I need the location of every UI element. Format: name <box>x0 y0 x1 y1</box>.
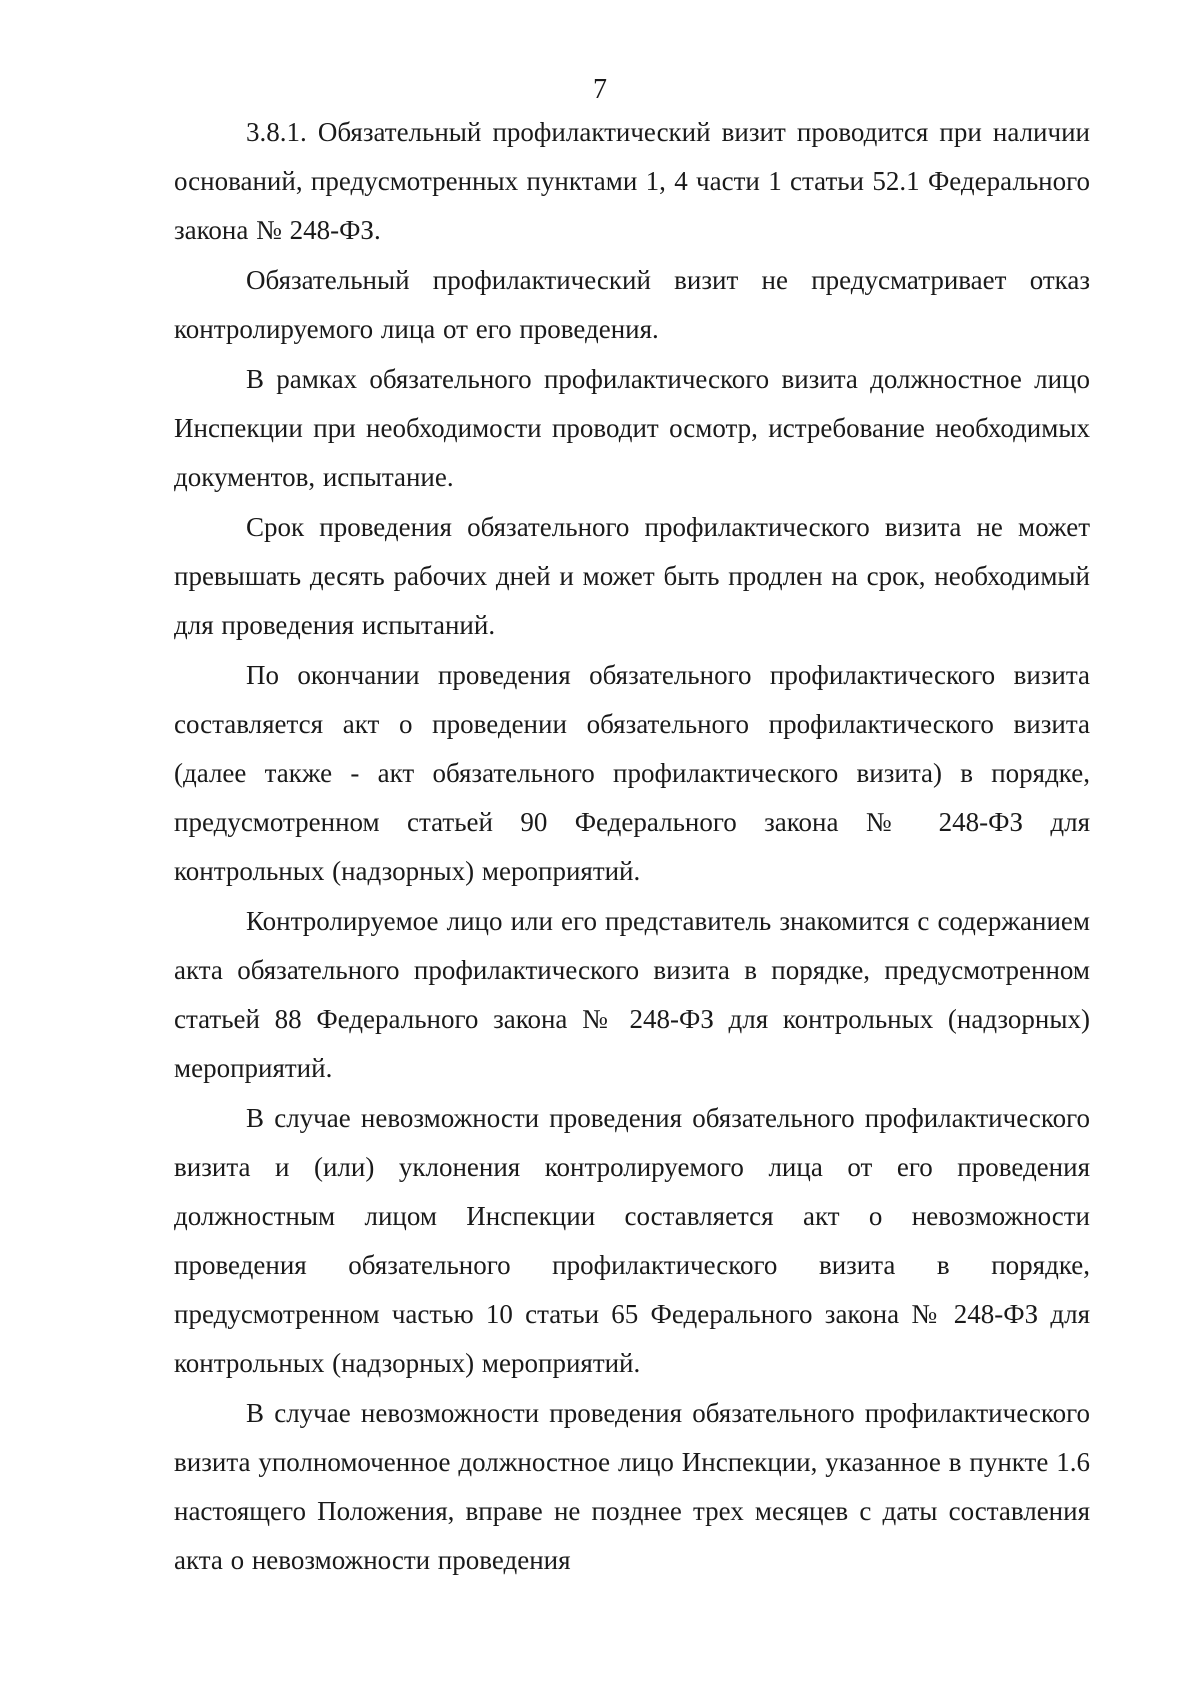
paragraph-3-8-1: 3.8.1. Обязательный профилактический визит проводится при наличии оснований, предусмотренных пунктами 1, 4 части 1 статьи 52.1 Федерального закона № 248-ФЗ. <box>174 117 1090 245</box>
paragraph-impossibility-act: В случае невозможности проведения обязательного профилактического визита и (или) уклонения контролируемого лица от его проведения должностным лицом Инспекции составляется акт о невозможности проведения обязательного профилактического визита в порядке, предусмотренном частью 10 статьи 65 Федерального закона № 248-ФЗ для контрольных (надзорных) мероприятий. <box>174 1103 1090 1378</box>
paragraph-act-familiarization: Контролируемое лицо или его представитель знакомится с содержанием акта обязательного профилактического визита в порядке, предусмотренном статьей 88 Федерального закона № 248-ФЗ для контрольных (надзорных) мероприятий. <box>174 906 1090 1083</box>
document-body <box>174 108 1090 1586</box>
paragraph-no-refusal: Обязательный профилактический визит не предусматривает отказ контролируемого лица от его проведения. <box>174 265 1090 344</box>
paragraph-visit-duration: Срок проведения обязательного профилактического визита не может превышать десять рабочих дней и может быть продлен на срок, необходимый для проведения испытаний. <box>174 512 1090 640</box>
page-number: 7 <box>593 74 607 105</box>
paragraph-inspection-actions: В рамках обязательного профилактического визита должностное лицо Инспекции при необходимости проводит осмотр, истребование необходимых документов, испытание. <box>174 364 1090 492</box>
paragraph-visit-act: По окончании проведения обязательного профилактического визита составляется акт о проведении обязательного профилактического визита (далее также - акт обязательного профилактического визита) в порядке, предусмотренном статьей 90 Федерального закона № 248-ФЗ для контрольных (надзорных) мероприятий. <box>174 660 1090 886</box>
paragraph-repeat-visit: В случае невозможности проведения обязательного профилактического визита уполномоченное должностное лицо Инспекции, указанное в пункте 1.6 настоящего Положения, вправе не позднее трех месяцев с даты составления акта о невозможности проведения <box>174 1398 1090 1575</box>
